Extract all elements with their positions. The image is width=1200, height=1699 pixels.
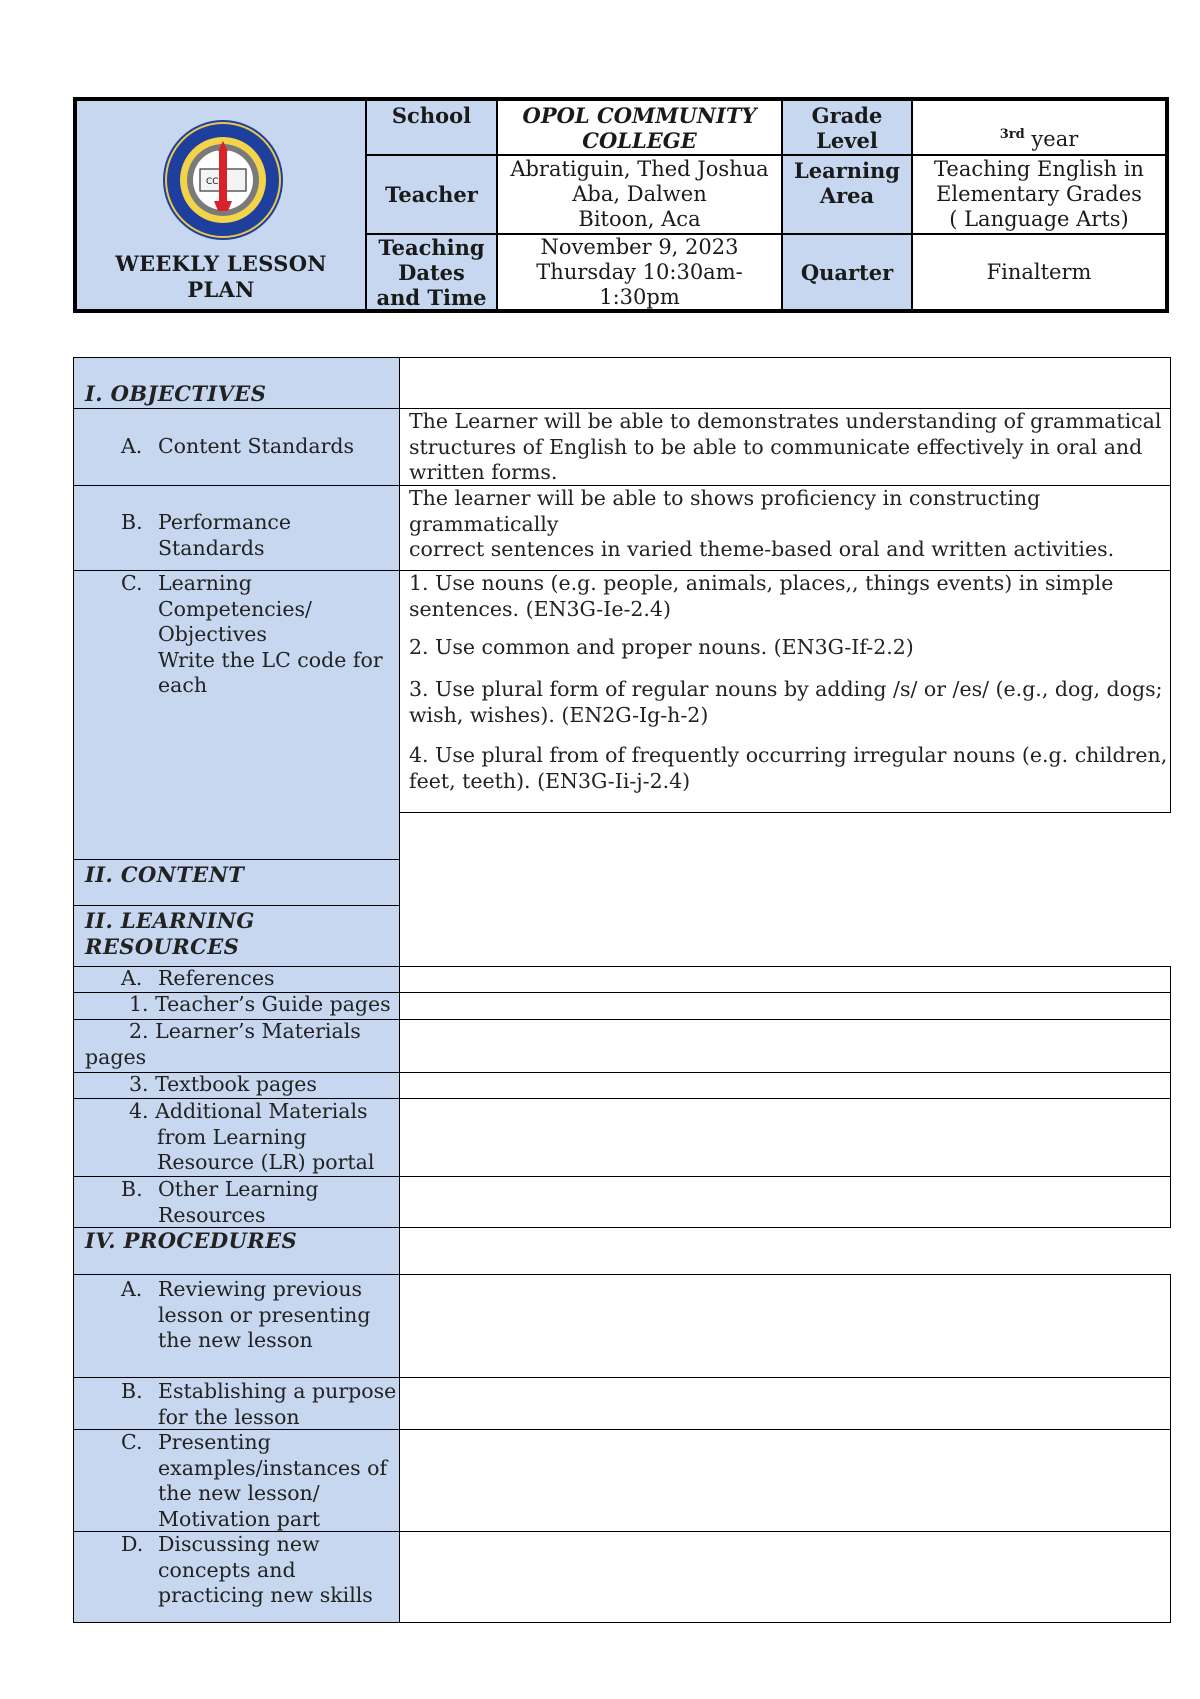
row-divider: [73, 1622, 1171, 1623]
label-line: Presenting: [158, 1430, 271, 1454]
label-line: Resources: [158, 1202, 266, 1227]
row-divider: [73, 859, 400, 860]
teacher-value: [497, 155, 782, 234]
performance-standards-text: [409, 486, 1171, 563]
column-divider: [1170, 1274, 1171, 1623]
section-objectives: I. OBJECTIVES: [85, 381, 267, 406]
teacher-name-3: Bitoon, Aca: [578, 207, 701, 231]
lesson-plan-body-table: [73, 357, 1171, 1623]
label-line: lesson or presenting: [158, 1302, 371, 1327]
label-line: Resource (LR) portal: [157, 1150, 375, 1174]
learning-area-line-1: Teaching English in: [934, 157, 1144, 181]
item-letter: D.: [121, 1532, 144, 1556]
time-line-2: 1:30pm: [599, 284, 680, 309]
row-divider: [73, 1377, 1171, 1378]
quarter-label: Quarter: [782, 234, 912, 310]
dates-label-line-3: and Time: [376, 284, 487, 310]
item-letter: C.: [121, 571, 143, 595]
label-line: Discussing new: [158, 1532, 320, 1556]
label-line: the new lesson/: [158, 1481, 320, 1505]
label-line: Establishing a purpose: [158, 1379, 397, 1403]
item-letter: A.: [121, 434, 143, 458]
school-value: OPOL COMMUNITY COLLEGE: [497, 100, 782, 155]
teaching-dates-value: [497, 234, 782, 310]
label-line: from Learning: [157, 1124, 307, 1149]
learning-area-label: [782, 155, 912, 234]
label-line: each: [158, 673, 208, 697]
discussing-concepts-label: [158, 1532, 373, 1609]
teacher-name-2: Aba, Dalwen: [572, 182, 707, 206]
text-line: correct sentences in varied theme-based oral and written activities.: [409, 537, 1115, 561]
learners-materials-label: [85, 1019, 361, 1070]
grade-ordinal: 3rd: [999, 127, 1025, 142]
label-line: concepts and: [158, 1557, 296, 1582]
text-line: The learner will be able to shows proficiency in constructing grammatically: [409, 486, 1041, 536]
item-letter: B.: [121, 510, 143, 534]
establishing-purpose-label: [158, 1379, 396, 1430]
text-line: feet, teeth). (EN3G-Ii-j-2.4): [409, 768, 691, 793]
column-divider: [1170, 357, 1171, 813]
competency-item-4: [409, 743, 1167, 794]
learning-area-label-text: Learning Area: [794, 158, 900, 208]
grade-level-label: Grade Level: [782, 100, 912, 155]
competency-item-1: [409, 571, 1113, 622]
section-learning-resources: [85, 908, 255, 959]
other-resources-label: [158, 1177, 319, 1228]
date-line: November 9, 2023: [540, 234, 739, 259]
label-line: RESOURCES: [85, 933, 240, 959]
learning-area-value: [912, 155, 1166, 234]
time-line-1: Thursday 10:30am-: [536, 259, 743, 284]
teacher-name-1: Abratiguin, Thed Joshua: [510, 157, 769, 181]
school-label: School: [366, 100, 497, 155]
item-letter: A.: [121, 966, 143, 990]
label-line: practicing new skills: [158, 1583, 373, 1607]
row-divider: [73, 1274, 1171, 1275]
label-line: Motivation part: [158, 1506, 321, 1531]
text-line: 4. Use plural from of frequently occurring irregular nouns (e.g. children,: [409, 743, 1168, 767]
section-procedures: IV. PROCEDURES: [85, 1228, 298, 1253]
learning-area-line-2: Elementary Grades: [936, 182, 1142, 206]
section-content: II. CONTENT: [85, 862, 245, 887]
content-standards-text: [409, 409, 1161, 486]
presenting-examples-label: [158, 1430, 387, 1532]
college-seal-icon: [162, 119, 284, 241]
label-line: pages: [85, 1044, 147, 1069]
item-letter: C.: [121, 1430, 143, 1454]
label-line: examples/instances of: [158, 1455, 388, 1480]
label-line: 4. Additional Materials: [129, 1099, 368, 1123]
row-divider: [400, 812, 1171, 813]
content-standards-label: Content Standards: [158, 434, 355, 458]
competency-item-2: [409, 635, 914, 661]
column-divider: [399, 357, 400, 1623]
label-line: the new lesson: [158, 1328, 313, 1352]
additional-materials-label: [129, 1099, 374, 1176]
item-letter: A.: [121, 1277, 143, 1301]
column-divider: [1170, 966, 1171, 1228]
label-line: 2. Learner’s Materials: [129, 1019, 361, 1043]
label-line: for the lesson: [158, 1404, 300, 1429]
text-line: structures of English to be able to communicate effectively in oral and: [409, 434, 1143, 459]
teachers-guide-label: 1. Teacher’s Guide pages: [129, 992, 391, 1016]
label-line: II. LEARNING: [85, 908, 255, 933]
text-line: 2. Use common and proper nouns. (EN3G-If-2.2): [409, 635, 914, 659]
learning-area-line-3: ( Language Arts): [949, 207, 1129, 231]
competency-item-3: [409, 677, 1163, 728]
textbook-pages-label: 3. Textbook pages: [129, 1072, 317, 1096]
text-line: 1. Use nouns (e.g. people, animals, places,, things events) in simple: [409, 571, 1114, 595]
references-label: References: [158, 966, 275, 990]
dates-label-line-1: Teaching: [378, 234, 485, 260]
title-cell: [76, 100, 366, 310]
text-line: sentences. (EN3G-Ie-2.4): [409, 596, 671, 621]
row-divider: [73, 357, 1171, 358]
label-line: Other Learning: [158, 1177, 319, 1201]
text-line: written forms.: [409, 460, 558, 484]
item-letter: B.: [121, 1177, 143, 1201]
performance-standards-label: [158, 510, 291, 561]
teacher-label: Teacher: [366, 155, 497, 234]
dates-label-line-2: Dates: [398, 259, 465, 285]
label-line: Objectives: [158, 622, 267, 646]
label-line: Performance: [158, 510, 292, 534]
label-line: Reviewing previous: [158, 1277, 363, 1301]
text-line: The Learner will be able to demonstrates understanding of grammatical: [409, 409, 1162, 433]
svg-text:CC: CC: [206, 177, 219, 187]
reviewing-label: [158, 1277, 370, 1354]
label-line: Competencies/: [158, 596, 312, 621]
lesson-plan-header-table: [73, 97, 1169, 313]
item-letter: B.: [121, 1379, 143, 1403]
text-line: wish, wishes). (EN2G-Ig-h-2): [409, 702, 709, 727]
teaching-dates-label: [366, 234, 497, 310]
grade-unit: year: [1031, 127, 1079, 151]
learning-competencies-label: [158, 571, 383, 699]
label-line: Learning: [158, 571, 252, 595]
document-title: WEEKLY LESSON PLAN: [115, 251, 327, 302]
grade-level-value: [912, 100, 1166, 155]
text-line: 3. Use plural form of regular nouns by adding /s/ or /es/ (e.g., dog, dogs;: [409, 677, 1163, 701]
row-divider: [73, 905, 400, 906]
quarter-value: Finalterm: [912, 234, 1166, 310]
label-line: Standards: [158, 535, 265, 560]
label-line: Write the LC code for: [158, 647, 383, 672]
